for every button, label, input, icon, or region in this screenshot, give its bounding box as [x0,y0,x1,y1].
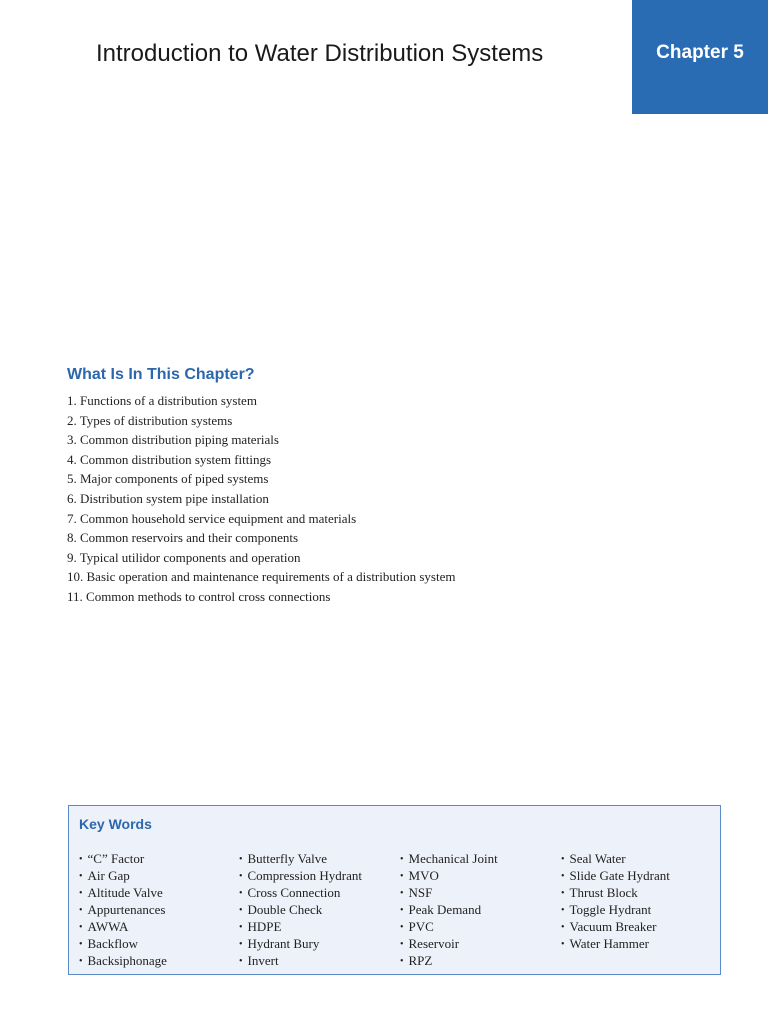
page-title: Introduction to Water Distribution Systems [96,40,544,67]
key-word: Backflow [87,936,139,951]
bullet-icon: • [79,871,83,882]
key-word-item [79,884,167,901]
key-word-item [239,901,362,918]
contents-item: 3. Common distribution piping materials [67,432,279,448]
key-word-item [79,850,167,867]
key-word-item [400,952,498,969]
key-word-item [400,935,498,952]
key-word: HDPE [247,919,282,934]
key-word: “C” Factor [87,851,145,866]
key-word: Vacuum Breaker [569,919,657,934]
contents-item: 6. Distribution system pipe installation [67,490,269,506]
key-word: Altitude Valve [87,885,163,900]
key-word: RPZ [408,953,433,968]
key-word: NSF [408,885,433,900]
key-word-item [239,850,362,867]
key-word-item [561,901,670,918]
key-word-item [400,901,498,918]
bullet-icon: • [79,956,83,967]
key-word: Double Check [247,902,323,917]
bullet-icon: • [400,888,404,899]
contents-item: 2. Types of distribution systems [67,412,233,428]
bullet-icon: • [400,854,404,865]
key-word: Reservoir [408,936,460,951]
key-word: Peak Demand [408,902,482,917]
bullet-icon: • [79,905,83,916]
bullet-icon: • [239,922,243,933]
chapter-tab [632,0,768,114]
bullet-icon: • [79,922,83,933]
bullet-icon: • [79,854,83,865]
key-word: Cross Connection [247,885,341,900]
key-word: Toggle Hydrant [569,902,652,917]
key-words-column [561,850,670,952]
bullet-icon: • [561,939,565,950]
bullet-icon: • [239,939,243,950]
bullet-icon: • [239,854,243,865]
bullet-icon: • [400,871,404,882]
key-word-item [79,918,167,935]
key-word-item [561,850,670,867]
key-word: Air Gap [87,868,130,883]
contents-item: 1. Functions of a distribution system [67,393,257,408]
key-word: Invert [247,953,279,968]
key-word: Mechanical Joint [408,851,498,866]
contents-item: 9. Typical utilidor components and operation [67,549,301,565]
bullet-icon: • [561,905,565,916]
contents-item: 7. Common household service equipment and materials [67,510,357,526]
key-words-column [239,850,362,969]
bullet-icon: • [561,888,565,899]
bullet-icon: • [239,956,243,967]
contents-item: 11. Common methods to control cross connections [67,588,331,604]
bullet-icon: • [239,871,243,882]
bullet-icon: • [561,871,565,882]
bullet-icon: • [79,888,83,899]
bullet-icon: • [400,939,404,950]
key-word-item [561,884,670,901]
key-word-item [561,918,670,935]
key-word-item [400,918,498,935]
key-word: Seal Water [569,851,626,866]
chapter-contents-list [67,391,455,607]
key-word-item [400,850,498,867]
bullet-icon: • [239,905,243,916]
key-words-column [400,850,498,969]
bullet-icon: • [400,922,404,933]
bullet-icon: • [79,939,83,950]
key-word-item [79,901,167,918]
key-word: Butterfly Valve [247,851,328,866]
contents-item: 8. Common reservoirs and their components [67,530,299,546]
key-word: MVO [408,868,439,883]
key-word-item [239,935,362,952]
bullet-icon: • [561,922,565,933]
key-word: AWWA [87,919,129,934]
key-word-item [561,935,670,952]
bullet-icon: • [561,854,565,865]
key-word: Water Hammer [569,936,649,951]
key-word-item [239,918,362,935]
key-word-item [79,935,167,952]
key-word-item [561,867,670,884]
key-word: Slide Gate Hydrant [569,868,670,883]
bullet-icon: • [400,905,404,916]
key-word-item [239,952,362,969]
contents-item: 5. Major components of piped systems [67,471,269,487]
contents-item: 4. Common distribution system fittings [67,451,272,467]
key-word: Hydrant Bury [247,936,320,951]
chapter-contents-heading: What Is In This Chapter? [67,366,255,383]
key-word: Thrust Block [569,885,638,900]
key-word: Backsiphonage [87,953,167,968]
key-word: PVC [408,919,434,934]
key-word-item [79,867,167,884]
bullet-icon: • [400,956,404,967]
key-word-item [79,952,167,969]
key-word-item [400,867,498,884]
key-words-heading: Key Words [79,816,152,832]
key-word: Appurtenances [87,902,166,917]
key-word-item [400,884,498,901]
key-words-column [79,850,167,969]
chapter-label: Chapter 5 [656,42,744,63]
bullet-icon: • [239,888,243,899]
key-word-item [239,867,362,884]
key-word: Compression Hydrant [247,868,362,883]
key-words-box [68,805,721,975]
key-word-item [239,884,362,901]
contents-item: 10. Basic operation and maintenance requirements of a distribution system [67,569,456,585]
